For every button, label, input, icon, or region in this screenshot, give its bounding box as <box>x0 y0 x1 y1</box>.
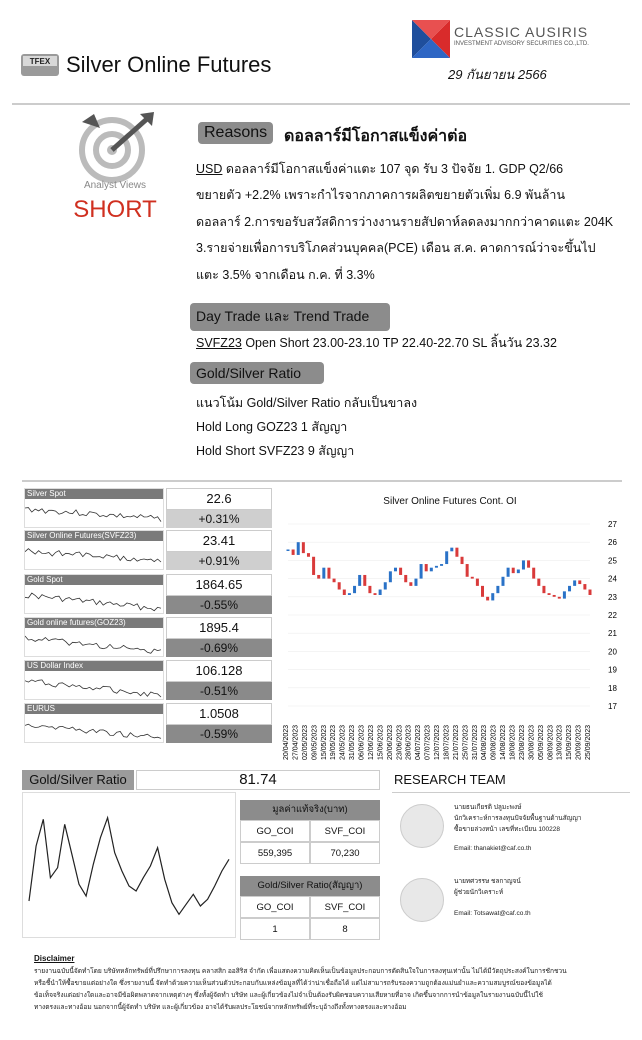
researcher-2-role: ผู้ช่วยนักวิเคราะห์ <box>454 889 504 896</box>
disclaimer-text <box>34 966 630 1014</box>
ticker-sparkline <box>24 660 164 700</box>
x-tick-label: 20/06/2023 <box>386 724 394 760</box>
section-divider <box>22 480 622 482</box>
candle <box>374 593 377 595</box>
candle <box>317 575 320 579</box>
candle <box>476 579 479 586</box>
y-tick-label: 23 <box>608 592 617 602</box>
daytrade-pill: Day Trade และ Trend Trade <box>190 303 390 331</box>
ratio-col-svf: SVF_COI <box>310 896 380 918</box>
x-tick-label: 19/05/2023 <box>330 724 338 760</box>
x-tick-label: 20/04/2023 <box>283 724 290 760</box>
researcher-1-email: Email: thanakiet@caf.co.th <box>454 845 532 852</box>
ticker-change: +0.91% <box>166 552 272 570</box>
candle <box>312 557 315 575</box>
target-icon <box>74 112 156 184</box>
sparkline-icon <box>25 500 163 528</box>
candle <box>578 580 581 584</box>
company-logo-icon <box>412 20 450 58</box>
sparkline-icon <box>25 629 163 657</box>
candle <box>394 568 397 572</box>
y-tick-label: 22 <box>608 611 617 620</box>
gs-ratio-pill: Gold/Silver Ratio <box>190 362 324 384</box>
ticker-card <box>22 488 274 528</box>
candle <box>343 590 346 595</box>
candle <box>292 549 295 554</box>
company-subtitle: INVESTMENT ADVISORY SECURITIES CO.,LTD. <box>454 41 589 47</box>
ticker-change: +0.31% <box>166 510 272 528</box>
candle <box>420 564 423 579</box>
candle <box>445 551 448 564</box>
candle <box>512 568 515 573</box>
ticker-name: Silver Online Futures(SVFZ23) <box>25 531 163 541</box>
candle <box>302 542 305 553</box>
x-tick-label: 21/07/2023 <box>452 724 460 760</box>
value-table <box>240 800 380 864</box>
candle <box>507 568 510 577</box>
candle <box>409 582 412 586</box>
x-tick-label: 18/07/2023 <box>443 724 451 760</box>
value-svf: 70,230 <box>310 842 380 864</box>
x-tick-label: 20/09/2023 <box>575 724 583 760</box>
reasons-pill: Reasons <box>198 122 273 144</box>
header-divider <box>12 103 630 105</box>
ticker-change: -0.69% <box>166 639 272 657</box>
avatar <box>400 804 444 848</box>
candle <box>466 564 469 577</box>
oi-chart <box>280 512 630 762</box>
ticker-name: Silver Spot <box>25 489 163 499</box>
candle <box>558 597 561 599</box>
x-tick-label: 07/07/2023 <box>424 724 432 760</box>
analyst-view-value: SHORT <box>73 196 157 223</box>
ticker-name: EURUS <box>25 704 163 714</box>
x-tick-label: 23/06/2023 <box>396 724 404 760</box>
candle <box>553 595 556 597</box>
ticker-price: 106.128 <box>166 660 272 682</box>
ticker-name: Gold Spot <box>25 575 163 585</box>
candle <box>563 591 566 598</box>
candle <box>583 584 586 589</box>
ticker-sparkline <box>24 530 164 570</box>
y-tick-label: 27 <box>608 520 617 529</box>
ratio-col-go: GO_COI <box>240 896 310 918</box>
x-tick-label: 14/08/2023 <box>500 724 508 760</box>
candle <box>440 564 443 566</box>
candle <box>399 568 402 575</box>
x-tick-label: 09/05/2023 <box>311 724 319 760</box>
candle <box>384 582 387 589</box>
candle <box>348 593 351 595</box>
researcher-1-role: นักวิเคราะห์การลงทุนปัจจัยพื้นฐานด้านสัญญา <box>454 815 582 822</box>
candle <box>358 575 361 586</box>
ticker-card <box>22 574 274 614</box>
disclaimer-title: Disclaimer <box>34 954 75 963</box>
x-tick-label: 23/08/2023 <box>518 724 526 760</box>
x-tick-label: 15/09/2023 <box>566 724 574 760</box>
candle <box>327 568 330 579</box>
ticker-price: 22.6 <box>166 488 272 510</box>
x-tick-label: 30/08/2023 <box>528 724 536 760</box>
gs-ratio-line-2: Hold Long GOZ23 1 สัญญา <box>196 420 348 434</box>
x-tick-label: 12/07/2023 <box>434 724 441 760</box>
ticker-change: -0.51% <box>166 682 272 700</box>
candle <box>333 579 336 583</box>
candle <box>537 579 540 586</box>
disclaimer-line-3: ข้อเท็จจริงแต่อย่างใดและอาจมีข้อผิดพลาดจากเหตุต่างๆ ซึ่งทั้งผู้จัดทำ บริษัท และผู้เกี่ยวข้องไม่จำเป็นต้องรับผิดชอบความเสียหายที่อาจ เกิดขึ้นจากการนำข้อมูลในรายงานฉบับนี้ไปใช้ <box>34 992 543 999</box>
ticker-card <box>22 617 274 657</box>
ticker-price: 23.41 <box>166 530 272 552</box>
y-tick-label: 21 <box>608 629 617 639</box>
candle <box>307 553 310 557</box>
y-tick-label: 17 <box>608 702 617 711</box>
reason-lead: USD <box>196 162 223 176</box>
x-tick-label: 15/06/2023 <box>377 724 385 760</box>
x-tick-label: 18/08/2023 <box>509 724 517 760</box>
candle <box>379 590 382 595</box>
gsr-label: Gold/Silver Ratio <box>22 770 134 790</box>
y-tick-label: 26 <box>608 538 617 548</box>
ratio-svf: 8 <box>310 918 380 940</box>
candle <box>501 577 504 586</box>
ticker-price: 1895.4 <box>166 617 272 639</box>
reason-line-4: 3.รายจ่ายเพื่อการบริโภคส่วนบุคคล(PCE) เดือน ส.ค. คาดการณ์ว่าจะขึ้นไป <box>196 241 596 256</box>
y-tick-label: 24 <box>608 574 617 584</box>
candle <box>589 590 592 595</box>
report-date: 29 กันยายน 2566 <box>448 67 547 82</box>
daytrade-symbol: SVFZ23 <box>196 336 242 350</box>
candle <box>542 586 545 593</box>
gsr-chart <box>22 792 236 938</box>
researcher-2 <box>454 876 531 919</box>
ticker-price: 1864.65 <box>166 574 272 596</box>
ticker-change: -0.59% <box>166 725 272 743</box>
ticker-name: Gold online futures(GOZ23) <box>25 618 163 628</box>
tfex-logo-text: TFEX <box>29 57 51 66</box>
candle <box>430 568 433 572</box>
x-tick-label: 24/05/2023 <box>339 724 347 760</box>
ratio-go: 1 <box>240 918 310 940</box>
x-tick-label: 05/09/2023 <box>537 724 545 760</box>
y-tick-label: 19 <box>608 665 617 675</box>
candle <box>471 577 474 579</box>
researcher-1-license: ซื้อขายล่วงหน้า เลขที่ทะเบียน 100228 <box>454 826 561 833</box>
reason-line-1: ดอลลาร์มีโอกาสแข็งค่าแตะ 107 จุด รับ 3 ปัจจัย 1. GDP Q2/66 <box>222 162 564 176</box>
x-tick-label: 12/06/2023 <box>367 724 375 760</box>
y-tick-label: 25 <box>608 556 617 566</box>
candle <box>389 571 392 582</box>
candle <box>517 570 520 574</box>
disclaimer-line-2: หรือชี้นำให้ซื้อขายแต่อย่างใด ซึ่งรายงานนี้ จัดทำด้วยความเห็นส่วนตัวประกอบกับแหล่งข้อมูลที่ได้ว่าน่าเชื่อถือได้ แต่ไม่สามารถรับรองความถูกต้องแม่นยำและความสมบูรณ์ของข้อมูลได้ <box>34 980 552 987</box>
daytrade-line <box>196 333 557 353</box>
candle <box>461 557 464 564</box>
sparkline-icon <box>25 672 163 700</box>
candle <box>450 548 453 552</box>
candle <box>527 560 530 567</box>
research-divider <box>392 792 630 793</box>
gs-ratio-line-3: Hold Short SVFZ23 9 สัญญา <box>196 444 355 458</box>
candle <box>368 586 371 593</box>
x-tick-label: 25/07/2023 <box>462 724 470 760</box>
ticker-sparkline <box>24 617 164 657</box>
tfex-logo <box>20 52 60 78</box>
ticker-sparkline <box>24 488 164 528</box>
candle <box>548 593 551 595</box>
sparkline-icon <box>25 586 163 614</box>
x-tick-label: 13/09/2023 <box>556 724 564 760</box>
gs-ratio-line-1: แนวโน้ม Gold/Silver Ratio กลับเป็นขาลง <box>196 396 418 410</box>
ticker-price: 1.0508 <box>166 703 272 725</box>
candle <box>486 597 489 601</box>
ticker-change: -0.55% <box>166 596 272 614</box>
candle <box>404 575 407 582</box>
candle <box>573 580 576 585</box>
candle <box>455 548 458 557</box>
ticker-card <box>22 530 274 570</box>
analyst-views-label: Analyst Views <box>83 180 147 191</box>
reason-line-2: ขยายตัว +2.2% เพราะกำไรจากภาคการผลิตขยายตัวเพิ่ม 6.9 พันล้าน <box>196 188 566 203</box>
page-title: Silver Online Futures <box>66 52 272 77</box>
disclaimer-line-1: รายงานฉบับนี้จัดทำโดย บริษัทหลักทรัพย์ที่ปรึกษาการลงทุน คลาสสิก ออสิริส จำกัด เพื่อแสดงความคิดเห็นเป็นข้อมูลประกอบการตัดสินใจในการลงทุนเท่านั้น ไม่ได้มีวัตถุประสงค์ในการชักชวน <box>34 968 567 975</box>
value-go: 559,395 <box>240 842 310 864</box>
candle <box>322 568 325 579</box>
ticker-sparkline <box>24 574 164 614</box>
value-col-svf: SVF_COI <box>310 820 380 842</box>
x-tick-label: 02/05/2023 <box>301 724 309 760</box>
x-tick-label: 15/05/2023 <box>320 724 328 760</box>
daytrade-detail: Open Short 23.00-23.10 TP 22.40-22.70 SL ลิ้นวัน 23.32 <box>241 336 557 350</box>
reason-line-5: แตะ 3.5% จากเดือน ก.ค. ที่ 3.3% <box>196 267 375 282</box>
x-tick-label: 31/05/2023 <box>349 724 357 760</box>
candle <box>425 564 428 571</box>
reason-line-3: ดอลลาร์ 2.การขอรับสวัสดิการว่างงานรายสัปดาห์ลดลงมากกว่าคาดแตะ 204K <box>196 214 614 229</box>
researcher-2-email: Email: Totsawat@caf.co.th <box>454 910 531 917</box>
candle <box>435 566 438 568</box>
company-name: CLASSIC AUSIRIS <box>454 24 589 40</box>
candle <box>491 593 494 600</box>
chart-title: Silver Online Futures Cont. OI <box>383 496 517 507</box>
disclaimer-line-4: ทางตรงและทางอ้อม นอกจากนี้ผู้จัดทำ บริษัท และผู้เกี่ยวข้อง อาจได้รับผลประโยชน์จากหลักทรัพย์ที่ระบุอ้างถึงทั้งทางตรงและทางอ้อม <box>34 1004 407 1011</box>
x-tick-label: 27/04/2023 <box>292 724 300 760</box>
y-tick-label: 18 <box>608 683 617 693</box>
x-tick-label: 04/07/2023 <box>415 724 423 760</box>
x-tick-label: 09/08/2023 <box>490 724 498 760</box>
x-tick-label: 28/06/2023 <box>405 724 413 760</box>
candle <box>532 568 535 579</box>
y-tick-label: 20 <box>608 647 617 657</box>
candle <box>353 586 356 593</box>
candle <box>297 542 300 555</box>
reasons-body <box>196 156 636 288</box>
ticker-name: US Dollar Index <box>25 661 163 671</box>
avatar <box>400 878 444 922</box>
x-tick-label: 08/09/2023 <box>547 724 555 760</box>
value-col-go: GO_COI <box>240 820 310 842</box>
candle <box>522 560 525 569</box>
ticker-card <box>22 660 274 700</box>
researcher-2-name: นายทศวรรษ ชลกาญจน์ <box>454 878 521 885</box>
ticker-sparkline <box>24 703 164 743</box>
candle <box>496 586 499 593</box>
ticker-card <box>22 703 274 743</box>
gsr-line <box>29 818 229 915</box>
researcher-1-name: นายธนเกียรติ ปลูมะพงษ์ <box>454 804 522 811</box>
researcher-1 <box>454 802 581 854</box>
sparkline-icon <box>25 542 163 570</box>
ratio-table <box>240 876 380 940</box>
candle <box>287 549 290 551</box>
research-team-title: RESEARCH TEAM <box>394 772 506 787</box>
x-tick-label: 31/07/2023 <box>471 724 479 760</box>
x-tick-label: 04/08/2023 <box>481 724 489 760</box>
candle <box>568 586 571 591</box>
x-tick-label: 25/09/2023 <box>585 724 592 760</box>
reasons-title: ดอลลาร์มีโอกาสแข็งค่าต่อ <box>284 126 468 145</box>
x-tick-label: 06/06/2023 <box>358 724 366 760</box>
ratio-table-header: Gold/Silver Ratio(สัญญา) <box>240 876 380 896</box>
candle <box>363 575 366 586</box>
candle <box>414 579 417 586</box>
value-table-header: มูลค่าแท้จริง(บาท) <box>240 800 380 820</box>
sparkline-icon <box>25 715 163 743</box>
candle <box>338 582 341 589</box>
candle <box>481 586 484 597</box>
gsr-value: 81.74 <box>136 770 380 790</box>
